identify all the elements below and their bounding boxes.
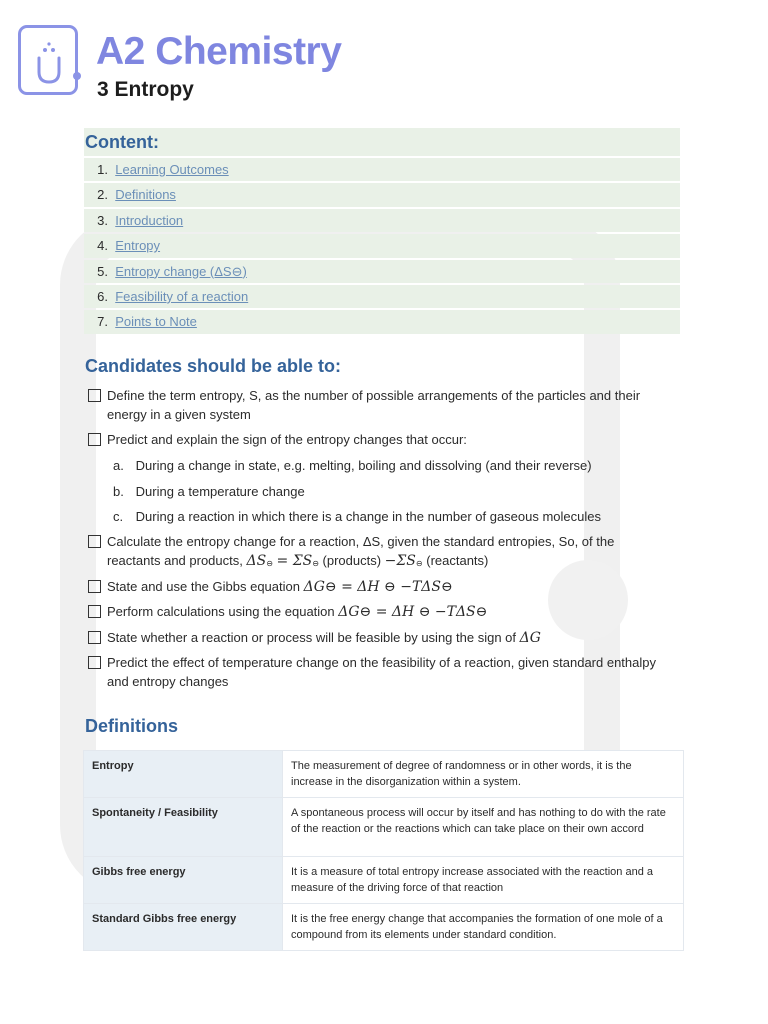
toc-link-points-to-note[interactable]: Points to Note (115, 314, 197, 330)
toc-number: 7. (97, 314, 108, 330)
definition-description: A spontaneous process will occur by itself and has nothing to do with the rate of the reaction or the reactions which can take place on their own accord (283, 798, 684, 857)
toc-item (84, 260, 680, 283)
table-of-contents (84, 128, 680, 336)
toc-link-entropy-change[interactable]: Entropy change (ΔS⊖) (115, 263, 247, 279)
objective-line: State and use the Gibbs equation (107, 579, 300, 594)
equation: ΔG (519, 630, 541, 646)
objective-item (88, 386, 679, 424)
table-row (84, 904, 684, 951)
toc-number: 6. (97, 288, 108, 304)
objective-item (88, 602, 679, 622)
definition-term: Entropy (84, 751, 283, 798)
definition-description: The measurement of degree of randomness or in other words, it is the increase in the disorganization within a system. (283, 751, 684, 798)
definition-description: It is the free energy change that accompanies the formation of one mole of a compound from its elements under standard condition. (283, 904, 684, 951)
objective-line: reactants and products, (107, 553, 243, 568)
sub-objective-item (113, 456, 592, 475)
equation: −ΣS (384, 553, 416, 569)
equation-label: (products) (322, 553, 382, 568)
objective-item (88, 577, 679, 597)
checkbox-icon[interactable] (88, 389, 101, 402)
toc-item (84, 209, 680, 232)
sub-objective-text: During a change in state, e.g. melting, boiling and dissolving (and their reverse) (135, 458, 592, 473)
objective-text (107, 532, 679, 573)
equation: ΔS (246, 553, 267, 569)
page-title: A2 Chemistry (96, 30, 342, 73)
standard-symbol-icon: ⊖ (266, 559, 273, 568)
objective-item (88, 628, 679, 648)
toc-link-entropy[interactable]: Entropy (115, 238, 161, 254)
sub-objective-letter: a. (113, 458, 124, 473)
toc-link-learning-outcomes[interactable]: Learning Outcomes (115, 162, 229, 177)
objective-text (107, 602, 679, 622)
toc-link-definitions[interactable]: Definitions (115, 187, 176, 203)
standard-symbol-icon: ⊖ (312, 559, 319, 568)
equation: = ΣS (276, 553, 313, 569)
objective-item (88, 532, 679, 573)
objective-line: Calculate the entropy change for a reaction, ΔS, given the standard entropies, So, of the (107, 534, 615, 549)
checkbox-icon[interactable] (88, 656, 101, 669)
objective-text: Predict and explain the sign of the entropy changes that occur: (107, 432, 467, 447)
toc-number: 3. (97, 212, 108, 228)
toc-item (84, 310, 680, 333)
definition-term: Spontaneity / Feasibility (84, 798, 283, 857)
standard-symbol-icon: ⊖ (415, 559, 423, 568)
objective-text (107, 577, 679, 597)
sub-objective-text: During a reaction in which there is a change in the number of gaseous molecules (135, 509, 602, 524)
objective-text (107, 628, 679, 648)
table-row (84, 857, 684, 904)
toc-link-introduction[interactable]: Introduction (115, 212, 184, 228)
toc-number: 1. (97, 162, 108, 177)
equation: ΔG⊖ = ΔH ⊖ −TΔS⊖ (338, 604, 488, 620)
logo-icon (18, 25, 78, 95)
definition-description: It is a measure of total entropy increase associated with the reaction and a measure of the driving force of that reaction (283, 857, 684, 904)
definitions-table (83, 750, 684, 951)
objective-text: Predict the effect of temperature change on the feasibility of a reaction, given standard enthalpy and entropy changes (107, 655, 656, 689)
checkbox-icon[interactable] (88, 433, 101, 446)
objective-line: State whether a reaction or process will be feasible by using the sign of (107, 630, 517, 645)
definitions-heading: Definitions (85, 716, 178, 736)
checkbox-icon[interactable] (88, 535, 101, 548)
checkbox-icon[interactable] (88, 580, 101, 593)
checkbox-icon[interactable] (88, 605, 101, 618)
toc-item (84, 234, 680, 257)
sub-objective-text: During a temperature change (135, 484, 305, 499)
toc-number: 2. (97, 187, 108, 203)
objective-line: Perform calculations using the equation (107, 604, 335, 619)
toc-item (84, 285, 680, 308)
checkbox-icon[interactable] (88, 631, 101, 644)
toc-number: 5. (97, 263, 108, 279)
equation: ΔG⊖ = ΔH ⊖ −TΔS⊖ (303, 579, 453, 595)
definition-term: Standard Gibbs free energy (84, 904, 283, 951)
objective-item (88, 653, 679, 691)
equation-label: (reactants) (426, 553, 489, 568)
toc-heading: Content: (84, 128, 680, 156)
sub-objective-item (113, 482, 305, 501)
definition-term: Gibbs free energy (84, 857, 283, 904)
table-row (84, 751, 684, 798)
toc-link-feasibility[interactable]: Feasibility of a reaction (115, 288, 249, 304)
objective-item (88, 430, 679, 449)
toc-number: 4. (97, 238, 108, 254)
sub-objective-letter: c. (113, 509, 124, 524)
sub-objective-letter: b. (113, 484, 124, 499)
sub-objective-item (113, 507, 601, 526)
objectives-heading: Candidates should be able to: (85, 356, 342, 376)
toc-item (84, 158, 680, 181)
table-row (84, 798, 684, 857)
objective-text: Define the term entropy, S, as the number of possible arrangements of the particles and their energy in a given system (107, 388, 641, 422)
toc-item (84, 183, 680, 206)
page-subtitle: 3 Entropy (97, 78, 194, 101)
